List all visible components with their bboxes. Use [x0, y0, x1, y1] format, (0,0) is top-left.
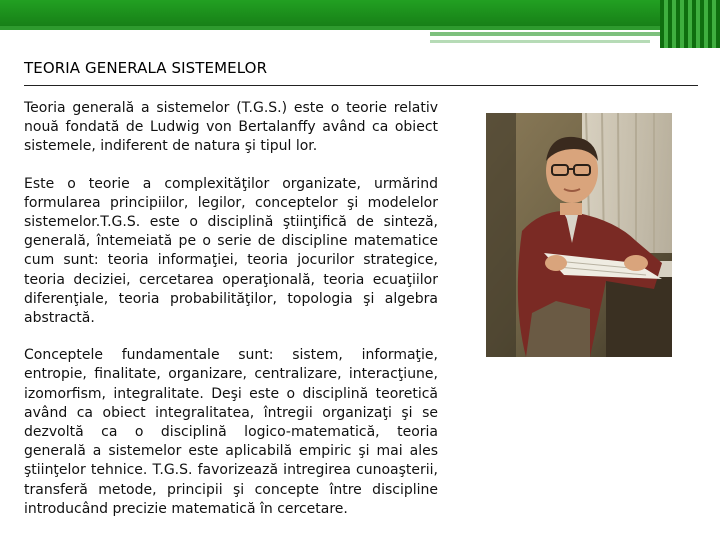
header-decoration-band — [0, 0, 720, 48]
title-divider — [24, 85, 698, 86]
paragraph-complexity: Este o teorie a complexităţilor organizate, urmărind formularea principiilor, legilor, conceptelor şi modelelor sistemelor.T.G.S. este o disciplină ştiinţifică de sinteză, generală, întemeiată pe o serie de discipline matematice cum sunt: teoria informaţiei, teoria jocurilor strategice, teoria deciziei, cercetarea operaţională, teoria ecuaţiilor diferenţiale, teoria probabilităţilor, topologia şi algebra abstractă. — [24, 175, 438, 327]
slide-body — [24, 99, 438, 519]
paragraph-definition: Teoria generală a sistemelor (T.G.S.) este o teorie relativ nouă fondată de Ludwig von Bertalanffy având ca obiect sistemele, indiferent de natura şi tipul lor. — [24, 100, 438, 155]
header-accent-line — [0, 26, 660, 30]
header-accent-line-lighter — [430, 40, 650, 43]
portrait-photo — [486, 113, 672, 357]
slide-title: TEORIA GENERALA SISTEMELOR — [24, 59, 268, 77]
header-green-bar — [0, 0, 720, 26]
paragraph-concepts: Conceptele fundamentale sunt: sistem, informaţie, entropie, finalitate, organizare, centralizare, interacţiune, izomorfism, integralitate. Deşi este o disciplină teoretică având ca obiect integralitatea, întregii organizaţi şi se dezvoltă ca o disciplină logico-matematică, teoria generală a sistemelor este aplicabilă empiric şi mai ales ştiinţelor tehnice. T.G.S. favorizează intregirea cunoaşterii, transferă metode, principii şi concepte între discipline introducând precizie matematică în cercetare. — [24, 347, 438, 517]
portrait-illustration — [486, 113, 672, 357]
header-stripes — [660, 0, 720, 48]
